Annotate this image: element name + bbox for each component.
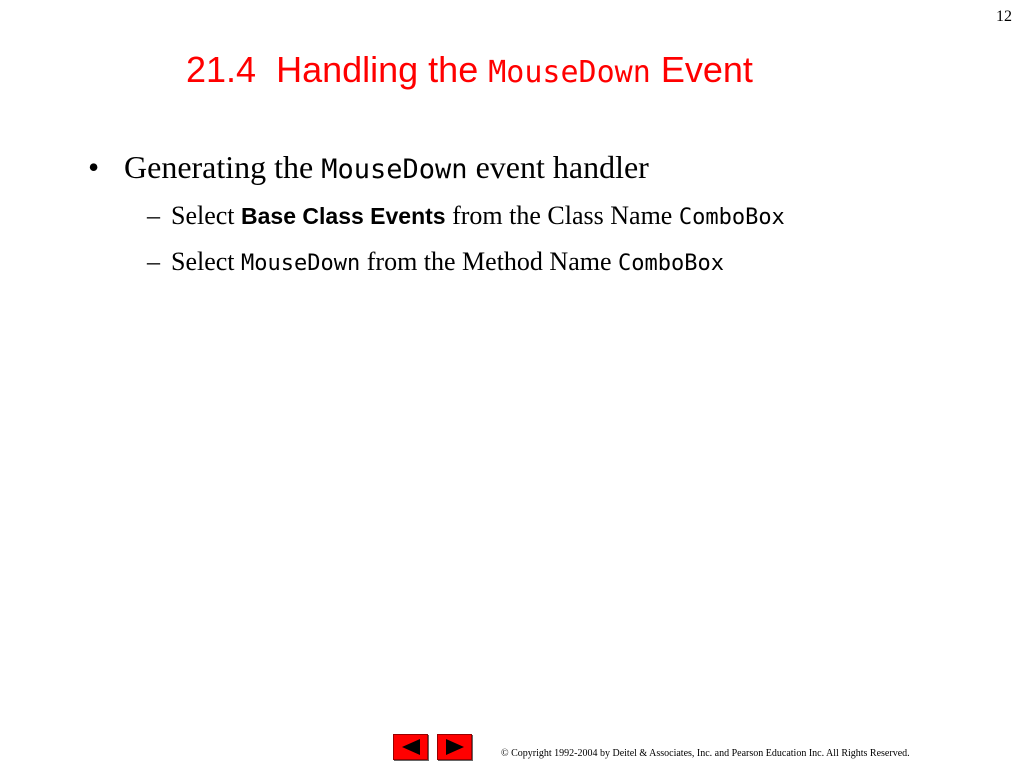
- left-arrow-icon: [398, 738, 424, 756]
- sub-bullet-2-code1: MouseDown: [241, 251, 361, 276]
- bullet-main-suffix: event handler: [475, 149, 649, 185]
- sub-bullet-marker: –: [147, 201, 160, 230]
- sub-bullet-1-code: ComboBox: [678, 205, 785, 230]
- copyright-notice: © Copyright 1992-2004 by Deitel & Associates, Inc. and Pearson Education Inc. All Rights Reserved.: [501, 748, 910, 759]
- sub-bullet-marker: –: [147, 247, 160, 276]
- sub-bullet-2-prefix: Select: [171, 247, 235, 276]
- bullet-main-code: MouseDown: [321, 154, 468, 185]
- bullet-marker: •: [88, 149, 100, 185]
- sub-bullet-2-code2: ComboBox: [618, 251, 724, 276]
- bullet-main: [88, 148, 649, 186]
- next-slide-button[interactable]: [437, 734, 472, 760]
- title-code: MouseDown: [488, 55, 651, 90]
- sub-bullet-1-middle: from the Class Name: [452, 201, 673, 230]
- section-number: 21.4: [186, 49, 257, 90]
- slide-title: [186, 48, 753, 91]
- bullet-main-prefix: Generating the: [124, 149, 314, 185]
- sub-bullet-1: [147, 200, 785, 231]
- sub-bullet-2: [147, 246, 724, 277]
- title-prefix: Handling the: [276, 49, 479, 90]
- sub-bullet-1-bold: Base Class Events: [241, 203, 446, 229]
- right-arrow-icon: [442, 738, 468, 756]
- sub-bullet-1-prefix: Select: [171, 201, 235, 230]
- slide-navigation: [393, 734, 472, 760]
- previous-slide-button[interactable]: [393, 734, 428, 760]
- page-number: 12: [996, 8, 1012, 25]
- sub-bullet-2-middle: from the Method Name: [366, 247, 612, 276]
- title-suffix: Event: [660, 49, 753, 90]
